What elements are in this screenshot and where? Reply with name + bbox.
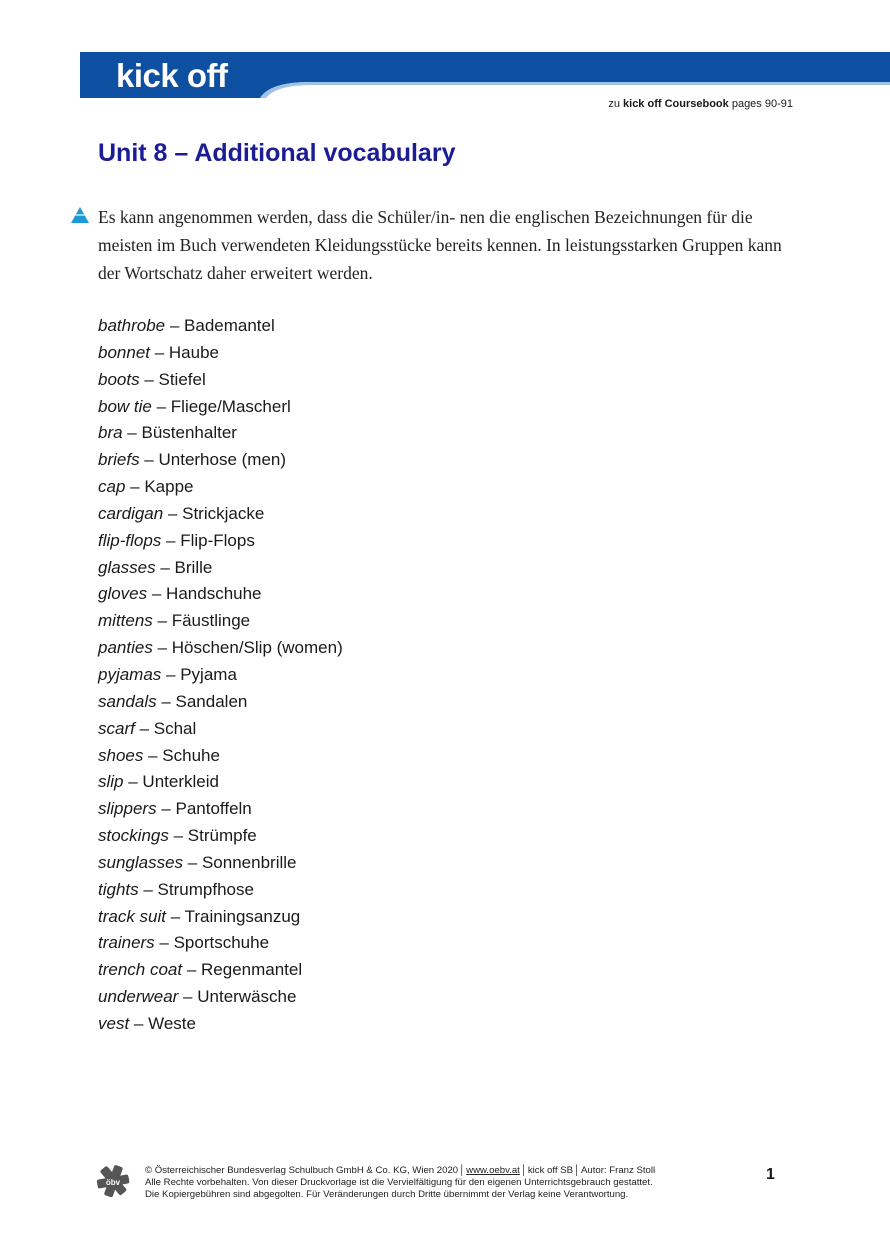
- vocab-english: briefs: [98, 450, 140, 470]
- triangle-icon: [70, 206, 90, 229]
- vocab-item: [98, 743, 343, 770]
- vocab-dash: –: [161, 530, 181, 550]
- footer-copyright: [145, 1165, 725, 1201]
- intro-paragraph: Es kann angenommen werden, dass die Schüler/in- nen die englischen Bezeichnungen für die meisten im Buch verwendeten Kleidungsstücke bereits kennen. In leistungsstarken Gruppen kann der Wortschatz daher erweitert werden.: [98, 207, 782, 283]
- vocab-item: [98, 984, 343, 1011]
- ref-book: kick off Coursebook: [623, 98, 729, 110]
- vocab-english: sunglasses: [98, 852, 184, 872]
- vocab-german: Sandalen: [175, 691, 248, 711]
- vocab-dash: –: [152, 611, 172, 631]
- vocab-dash: –: [122, 423, 142, 443]
- vocab-dash: –: [138, 879, 158, 899]
- vocab-dash: –: [155, 557, 175, 577]
- vocab-item: [98, 957, 343, 984]
- vocab-english: bathrobe: [98, 316, 166, 335]
- vocab-dash: –: [154, 933, 174, 953]
- vocab-german: Weste: [148, 1013, 196, 1033]
- vocab-english: vest: [98, 1013, 130, 1033]
- vocab-item: [98, 447, 343, 474]
- vocab-german: Bademantel: [184, 316, 275, 335]
- vocab-english: sandals: [98, 691, 157, 711]
- vocab-german: Regenmantel: [201, 960, 303, 980]
- vocab-item: [98, 662, 343, 689]
- vocab-dash: –: [183, 852, 202, 872]
- vocab-dash: –: [134, 718, 154, 738]
- brand-logo: kick off: [116, 57, 228, 94]
- vocab-english: slippers: [98, 799, 157, 819]
- vocab-dash: –: [123, 772, 143, 792]
- vocab-german: Haube: [168, 342, 220, 362]
- vocab-dash: –: [139, 450, 159, 470]
- vocab-german: Strickjacke: [182, 503, 265, 523]
- vocab-english: panties: [98, 638, 153, 658]
- vocab-dash: –: [152, 638, 172, 658]
- vocab-english: boots: [98, 369, 140, 389]
- vocab-dash: –: [182, 960, 202, 980]
- vocab-english: glasses: [98, 557, 156, 577]
- vocab-german: Büstenhalter: [141, 423, 237, 443]
- vocab-english: tights: [98, 879, 139, 899]
- vocab-english: scarf: [98, 718, 135, 738]
- vocab-english: bow tie: [98, 396, 152, 416]
- vocab-item: [98, 769, 343, 796]
- vocab-item: [98, 850, 343, 877]
- vocab-item: [98, 501, 343, 528]
- vocab-item: [98, 877, 343, 904]
- vocab-english: stockings: [98, 826, 169, 846]
- vocab-item: [98, 796, 343, 823]
- vocab-item: [98, 635, 343, 662]
- footer-publisher: © Österreichischer Bundesverlag Schulbuch GmbH & Co. KG, Wien 2020: [145, 1165, 459, 1176]
- vocab-item: [98, 689, 343, 716]
- vocab-item: [98, 313, 343, 340]
- vocab-dash: –: [156, 799, 176, 819]
- vocab-item: [98, 716, 343, 743]
- vocab-german: Pantoffeln: [175, 799, 252, 819]
- vocab-item: [98, 394, 343, 421]
- vocab-german: Flip-Flops: [180, 530, 255, 550]
- ref-prefix: zu: [608, 98, 620, 110]
- vocab-german: Handschuhe: [166, 584, 262, 604]
- vocab-item: [98, 555, 343, 582]
- vocab-item: [98, 608, 343, 635]
- vocab-english: trench coat: [98, 960, 183, 980]
- vocab-dash: –: [150, 342, 169, 362]
- vocab-german: Brille: [174, 557, 213, 577]
- footer-book: kick off SB: [527, 1165, 573, 1176]
- vocab-german: Schuhe: [162, 745, 220, 765]
- vocab-dash: –: [139, 369, 159, 389]
- ref-pages: pages 90-91: [731, 98, 793, 110]
- vocab-english: cap: [98, 477, 126, 497]
- publisher-link[interactable]: www.oebv.at: [466, 1165, 520, 1176]
- vocab-item: [98, 581, 343, 608]
- vocab-english: cardigan: [98, 503, 164, 523]
- vocab-english: pyjamas: [98, 664, 162, 684]
- vocab-dash: –: [168, 826, 188, 846]
- page-number: 1: [766, 1166, 775, 1183]
- vocab-english: mittens: [98, 611, 153, 631]
- logo-label: öbv: [105, 1178, 121, 1187]
- vocab-item: [98, 823, 343, 850]
- footer-line-1: © Österreichischer Bundesverlag Schulbuch GmbH & Co. KG, Wien 2020│www.oebv.at│kick off SB│Autor: Franz Stoll: [145, 1165, 656, 1176]
- vocab-german: Höschen/Slip (women): [171, 638, 343, 658]
- vocab-german: Unterwäsche: [197, 987, 297, 1007]
- vocab-dash: –: [156, 691, 176, 711]
- vocab-english: flip-flops: [98, 530, 162, 550]
- vocab-english: shoes: [98, 745, 144, 765]
- vocab-english: slip: [98, 772, 124, 792]
- vocab-german: Unterhose (men): [158, 450, 287, 470]
- vocab-dash: –: [143, 745, 163, 765]
- vocab-german: Schal: [153, 718, 197, 738]
- vocab-german: Fliege/Mascherl: [170, 396, 291, 416]
- vocab-item: [98, 474, 343, 501]
- vocab-dash: –: [151, 396, 171, 416]
- vocab-english: track suit: [98, 906, 167, 926]
- oebv-logo-icon: [95, 1163, 131, 1204]
- vocab-dash: –: [147, 584, 167, 604]
- vocab-english: bonnet: [98, 342, 150, 362]
- vocab-german: Sonnenbrille: [201, 852, 297, 872]
- vocab-english: gloves: [98, 584, 148, 604]
- vocab-item: [98, 340, 343, 367]
- vocab-english: underwear: [98, 987, 179, 1007]
- coursebook-reference: [608, 98, 793, 110]
- vocab-english: bra: [98, 423, 123, 443]
- vocab-dash: –: [125, 477, 145, 497]
- vocab-dash: –: [178, 987, 198, 1007]
- vocab-dash: –: [161, 664, 181, 684]
- page-title: Unit 8 – Additional vocabulary: [98, 139, 456, 167]
- vocab-german: Pyjama: [180, 664, 237, 684]
- vocab-dash: –: [129, 1013, 149, 1033]
- vocab-german: Kappe: [144, 477, 194, 497]
- footer-line-2: Alle Rechte vorbehalten. Von dieser Druckvorlage ist die Vervielfältigung für den eigenen Unterrichtsgebrauch gestattet.: [145, 1177, 653, 1188]
- vocab-item: [98, 1011, 343, 1038]
- vocab-dash: –: [163, 503, 183, 523]
- vocab-item: [98, 420, 343, 447]
- vocab-item: [98, 367, 343, 394]
- vocab-german: Fäustlinge: [171, 611, 251, 631]
- footer-author: Autor: Franz Stoll: [581, 1165, 656, 1176]
- vocab-english: trainers: [98, 933, 155, 953]
- footer-line-3: Die Kopiergebühren sind abgegolten. Für Veränderungen durch Dritte übernimmt der Verlag keine Verantwortung.: [145, 1189, 629, 1200]
- vocab-german: Sportschuhe: [173, 933, 270, 953]
- vocab-dash: –: [166, 906, 185, 926]
- vocab-german: Strumpfhose: [157, 879, 254, 899]
- vocab-item: [98, 930, 343, 957]
- vocab-german: Trainingsanzug: [184, 906, 301, 926]
- vocab-item: [98, 528, 343, 555]
- vocabulary-list: [98, 313, 343, 1038]
- vocab-german: Unterkleid: [142, 772, 219, 792]
- vocab-german: Strümpfe: [187, 826, 257, 846]
- vocab-dash: –: [165, 316, 185, 335]
- vocab-item: [98, 904, 343, 931]
- vocab-german: Stiefel: [158, 369, 206, 389]
